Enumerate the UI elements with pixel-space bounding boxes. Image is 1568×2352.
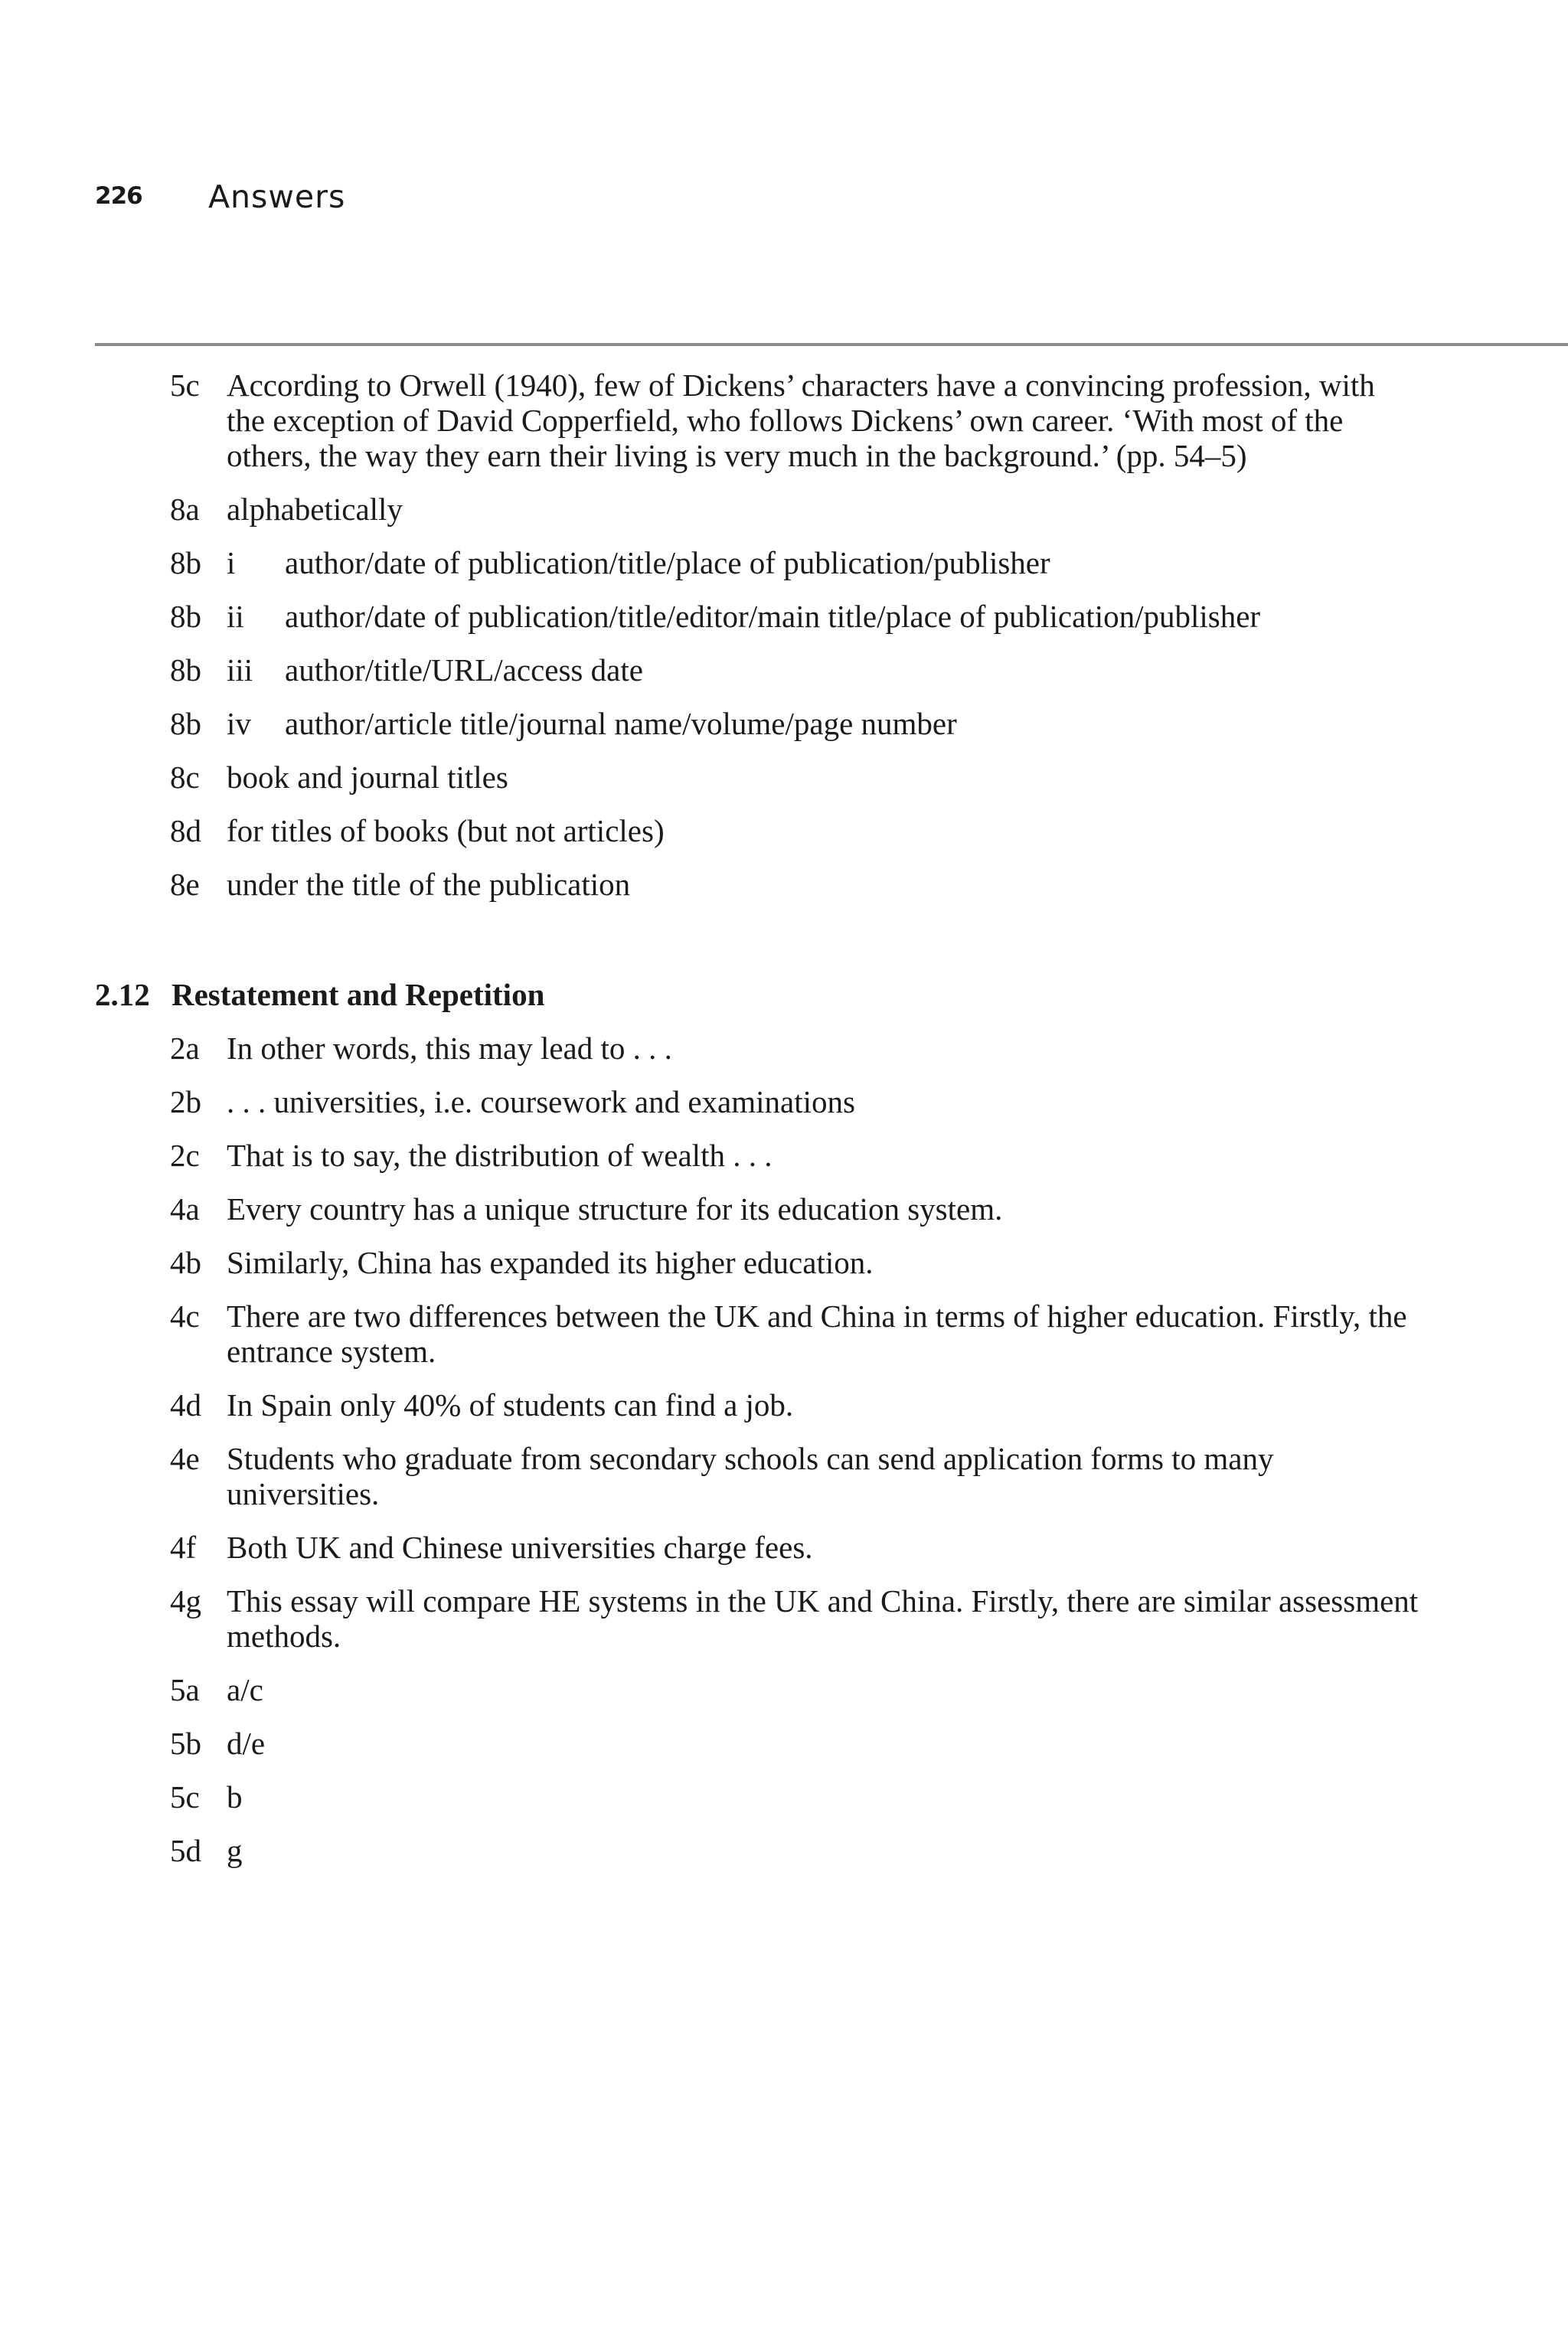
header-divider (95, 343, 1568, 346)
answer-number: 5d (170, 1833, 201, 1868)
answer-item (95, 1583, 1442, 1654)
answer-number: 2c (170, 1138, 200, 1173)
answer-subnumber: iii (227, 652, 253, 688)
answer-number: 5c (170, 1779, 200, 1815)
answer-number: 8e (170, 867, 200, 902)
answer-number: 5b (170, 1726, 201, 1761)
answer-item (95, 867, 1442, 902)
answer-number: 2a (170, 1031, 200, 1066)
answer-number: 8d (170, 813, 201, 848)
answer-item (95, 1245, 1442, 1280)
answer-text: There are two differences between the UK and China in terms of higher education. Firstly, the entrance system. (227, 1298, 1407, 1369)
section-heading (95, 977, 1442, 1012)
section-number: 2.12 (95, 977, 150, 1012)
answer-item (95, 1191, 1442, 1227)
answer-text: b (227, 1779, 243, 1815)
answer-number: 8b (170, 706, 201, 741)
answer-number: 8b (170, 652, 201, 688)
answer-number: 4g (170, 1583, 201, 1619)
answer-item (95, 1833, 1442, 1868)
answer-text: In other words, this may lead to . . . (227, 1031, 672, 1066)
page-number: 226 (95, 182, 142, 210)
answer-item (95, 1441, 1442, 1511)
answer-subnumber: iv (227, 706, 251, 741)
answer-item (95, 545, 1442, 580)
answer-item (95, 1726, 1442, 1761)
answer-number: 4d (170, 1387, 201, 1423)
answer-text: Students who graduate from secondary schools can send application forms to many universities. (227, 1441, 1274, 1511)
answer-item (95, 368, 1442, 473)
answer-text: According to Orwell (1940), few of Dickens’ characters have a convincing profession, with the exception of David Copperfield, who follows Dickens’ own career. ‘With most of the others, the way they earn their living is very much in the background.’ (pp. 54–5) (227, 368, 1375, 473)
answer-text: In Spain only 40% of students can find a job. (227, 1387, 794, 1423)
answer-text: This essay will compare HE systems in the UK and China. Firstly, there are similar assessment methods. (227, 1583, 1419, 1654)
answer-number: 8c (170, 760, 200, 795)
answer-text: author/date of publication/title/place of publication/publisher (285, 545, 1050, 580)
answer-item (95, 1672, 1442, 1707)
answer-text: book and journal titles (227, 760, 508, 795)
answer-item (95, 1530, 1442, 1565)
answer-number: 5c (170, 368, 200, 403)
section-title: Restatement and Repetition (172, 977, 545, 1012)
running-head: Answers (208, 178, 346, 215)
answer-text: Similarly, China has expanded its higher education. (227, 1245, 874, 1280)
answer-item (95, 1084, 1442, 1119)
answer-number: 4b (170, 1245, 201, 1280)
answer-item (95, 492, 1442, 527)
answer-number: 8a (170, 492, 200, 527)
answer-item (95, 813, 1442, 848)
answer-text: alphabetically (227, 492, 403, 527)
answer-item (95, 652, 1442, 688)
answer-text: That is to say, the distribution of wealth . . . (227, 1138, 773, 1173)
answer-text: Both UK and Chinese universities charge fees. (227, 1530, 813, 1565)
answer-text: d/e (227, 1726, 266, 1761)
answer-text: Every country has a unique structure for its education system. (227, 1191, 1003, 1227)
answer-item (95, 1138, 1442, 1173)
answer-number: 4c (170, 1298, 200, 1334)
answer-text: . . . universities, i.e. coursework and examinations (227, 1084, 855, 1119)
answer-number: 8b (170, 545, 201, 580)
answer-number: 8b (170, 599, 201, 634)
answer-number: 5a (170, 1672, 200, 1707)
answer-number: 4f (170, 1530, 197, 1565)
answer-item (95, 1779, 1442, 1815)
answer-item (95, 1387, 1442, 1423)
answer-item (95, 599, 1442, 634)
answer-text: under the title of the publication (227, 867, 631, 902)
answers-content (95, 368, 1442, 1886)
answer-number: 4e (170, 1441, 200, 1476)
answer-text: author/title/URL/access date (285, 652, 643, 688)
answer-subnumber: i (227, 545, 236, 580)
answer-number: 4a (170, 1191, 200, 1227)
answer-text: a/c (227, 1672, 263, 1707)
answer-text: author/article title/journal name/volume/page number (285, 706, 957, 741)
answer-text: for titles of books (but not articles) (227, 813, 665, 848)
section-spacer (95, 920, 1442, 977)
answer-text: g (227, 1833, 243, 1868)
answer-item (95, 706, 1442, 741)
answer-item (95, 1031, 1442, 1066)
answer-subnumber: ii (227, 599, 244, 634)
answer-item (95, 760, 1442, 795)
answer-text: author/date of publication/title/editor/main title/place of publication/publisher (285, 599, 1261, 634)
answer-item (95, 1298, 1442, 1369)
answer-number: 2b (170, 1084, 201, 1119)
